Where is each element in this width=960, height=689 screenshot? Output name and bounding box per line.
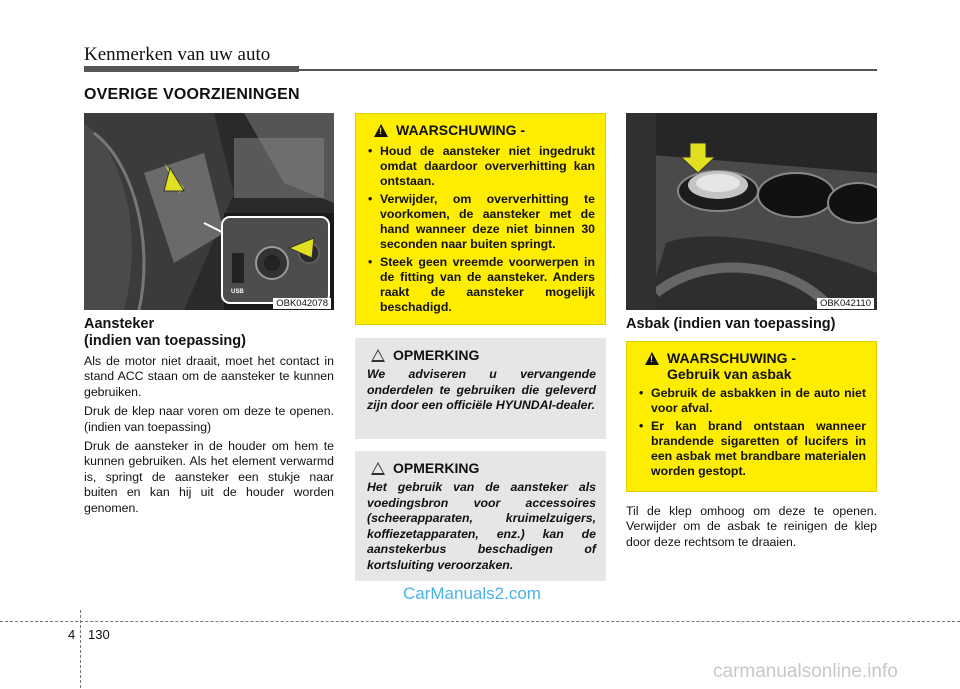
ashtray-photo xyxy=(626,113,877,310)
warning-title: WAARSCHUWING - xyxy=(667,350,797,366)
warning-title: WAARSCHUWING - xyxy=(396,122,526,138)
chapter-number: 4 xyxy=(68,627,76,642)
lighter-paragraph: Druk de aansteker in de houder om hem te kunnen gebruiken. Als het element verwarmd is, springt de aansteker een stukje naar buiten en kan hij uit de houder worden genomen. xyxy=(84,439,334,515)
section-title: OVERIGE VOORZIENINGEN xyxy=(84,86,300,103)
note-header xyxy=(367,460,596,476)
note-title: OPMERKING xyxy=(393,460,480,476)
note-title: OPMERKING xyxy=(393,347,480,363)
lighter-illustration xyxy=(84,113,334,310)
caution-icon xyxy=(371,462,385,475)
warning-header xyxy=(366,122,595,138)
page-number: 130 xyxy=(88,627,110,642)
ashtray-text xyxy=(626,500,877,550)
lighter-heading xyxy=(84,316,334,350)
header-rule-thick xyxy=(84,66,299,72)
note-box-parts xyxy=(355,338,606,439)
header-rule-thin xyxy=(299,69,877,71)
usb-label: USB xyxy=(231,289,244,295)
lighter-warning-box xyxy=(355,113,606,325)
warning-icon xyxy=(645,352,659,365)
lighter-paragraph: Druk de klep naar voren om deze te openen. (indien van toepassing) xyxy=(84,404,334,434)
photo-code-lighter: OBK042078 xyxy=(273,298,331,309)
footer-divider xyxy=(80,610,81,688)
note-header xyxy=(367,347,596,363)
footer-rule xyxy=(0,621,960,622)
photo-code-ashtray: OBK042110 xyxy=(817,298,874,309)
warning-list xyxy=(637,386,866,479)
ashtray-section xyxy=(626,316,877,333)
ashtray-illustration xyxy=(626,113,877,310)
lighter-section xyxy=(84,316,334,516)
warning-item: • Steek geen vreemde voorwerpen in de fitting van de aansteker. Anders raakt de aansteker mogelijk beschadigd. xyxy=(366,255,595,315)
caution-icon xyxy=(371,349,385,362)
warning-icon xyxy=(374,124,388,137)
lighter-heading-line2: (indien van toepassing) xyxy=(84,333,246,349)
warning-item: • Verwijder, om oververhitting te voorkomen, de aansteker met de hand wanneer deze niet binnen 30 seconden naar buiten springt. xyxy=(366,192,595,252)
warning-header xyxy=(637,350,866,366)
warning-subtitle: Gebruik van asbak xyxy=(667,366,792,382)
warning-list xyxy=(366,144,595,315)
warning-item: • Er kan brand ontstaan wanneer brandende sigaretten of lucifers in een asbak met brandbare materialen worden gestopt. xyxy=(637,419,866,479)
lighter-heading-line1: Aansteker xyxy=(84,316,155,332)
lighter-paragraph: Als de motor niet draait, moet het contact in stand ACC staan om de aansteker te kunnen gebruiken. xyxy=(84,354,334,399)
watermark-carmanuals2[interactable]: CarManuals2.com xyxy=(403,584,541,603)
warning-item: • Houd de aansteker niet ingedrukt omdat daardoor oververhitting kan ontstaan. xyxy=(366,144,595,189)
ashtray-paragraph: Til de klep omhoog om deze te openen. Verwijder om de asbak te reinigen de klep door deze rechtsom te draaien. xyxy=(626,504,877,549)
header-title: Kenmerken van uw auto xyxy=(84,44,271,65)
ashtray-heading: Asbak (indien van toepassing) xyxy=(626,316,836,332)
note-box-accessories xyxy=(355,451,606,581)
ashtray-warning-box xyxy=(626,341,877,492)
warning-item: • Gebruik de asbakken in de auto niet voor afval. xyxy=(637,386,866,416)
note-body: Het gebruik van de aansteker als voedingsbron voor accessoires (scheerapparaten, kruimelzuigers, koffiezetapparaten, enz.) kan de aanstekerbus beschadigen of kortsluiting veroorzaken. xyxy=(367,480,596,572)
watermark-carmanualsonline[interactable]: carmanualsonline.info xyxy=(713,661,898,682)
note-body: We adviseren u vervangende onderdelen te gebruiken die geleverd zijn door een officiële HYUNDAI-dealer. xyxy=(367,367,596,412)
lighter-photo xyxy=(84,113,334,310)
